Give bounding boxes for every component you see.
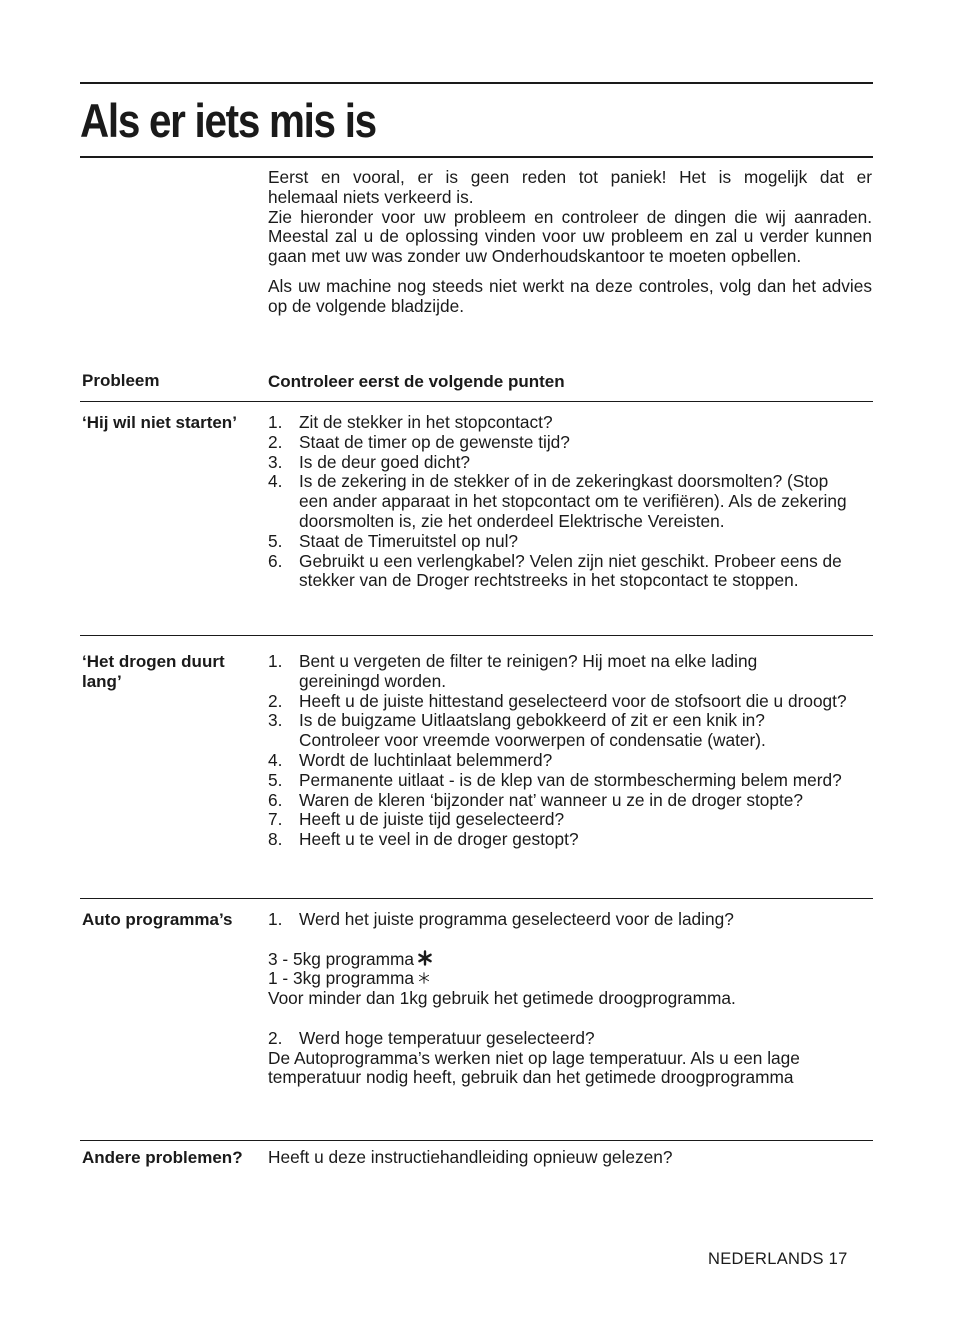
problem-label-drying: ‘Het drogen duurt lang’ [82, 652, 225, 691]
checklist-drying [268, 652, 868, 850]
intro-line-1: Eerst en vooral, er is geen reden tot paniek! Het is mogelijk dat er [268, 167, 872, 187]
checklist-start [268, 413, 868, 591]
header-rule [80, 401, 873, 402]
intro-line-2: helemaal niets verkeerd is. [268, 186, 474, 207]
list-item: 6. Waren de kleren ‘bijzonder nat’ wanneer u ze in de droger stopte? [268, 789, 804, 810]
list-item: 4. Wordt de luchtinlaat belemmerd? [268, 749, 553, 770]
list-item: 1. Zit de stekker in het stopcontact? [268, 412, 553, 432]
list-item: 3. Is de deur goed dicht? [268, 451, 471, 472]
row-rule-1 [80, 635, 873, 636]
list-item: 7. Heeft u de juiste tijd geselecteerd? [268, 809, 565, 830]
problem-label-auto: Auto programma’s [82, 910, 233, 929]
header-check: Controleer eerst de volgende punten [268, 372, 565, 391]
list-item: 6. Gebruikt u een verlengkabel? Velen zijn niet geschikt. Probeer eens de stekker van de Droger rechtstreeks in het stopcontact te stoppen. [268, 550, 842, 591]
list-item: 8. Heeft u te veel in de droger gestopt? [268, 829, 579, 850]
program-3kg: 1 - 3kg programma [268, 969, 872, 989]
auto-programs-content [268, 910, 872, 1088]
intro-paragraph-2: Als uw machine nog steeds niet werkt na deze controles, volg dan het advies op de volgende bladzijde. [268, 275, 872, 316]
list-item: 2. Staat de timer op de gewenste tijd? [268, 431, 570, 452]
list-item: 2. Heeft u de juiste hittestand geselecteerd voor de stofsoort die u droogt? [268, 690, 847, 711]
row-rule-3 [80, 1140, 873, 1141]
program-5kg: 3 - 5kg programma [268, 950, 872, 970]
program-min-note: Voor minder dan 1kg gebruik het getimede droogprogramma. [268, 988, 736, 1009]
list-item: 2. Werd hoge temperatuur geselecteerd? [268, 1027, 595, 1048]
snowflake-bold-icon [417, 950, 433, 966]
list-item: 3. Is de buigzame Uitlaatslang gebokkeerd of zit er een knik in? Controleer voor vreemde voorwerpen of condensatie (water). [268, 710, 766, 751]
intro-paragraph-1: Zie hieronder voor uw probleem en controleer de dingen die wij aanraden. Meestal zal u de oplossing vinden voor uw probleem en zal u verder kunnen gaan met uw was zonder uw Onderhoudskantoor te moeten opbellen. [268, 206, 872, 267]
auto-note-line-2: temperatuur nodig heeft, gebruik dan het getimede droogprogramma [268, 1067, 794, 1088]
intro-text [268, 168, 872, 317]
snowflake-light-icon [417, 971, 431, 985]
title-rule [80, 156, 873, 158]
list-item: 4. Is de zekering in de stekker of in de zekeringkast doorsmolten? (Stop een ander apparaat in het stopcontact om te verifiëren). Als de zekering doorsmolten is, zie het onderdeel Elektrische Vereisten. [268, 471, 847, 531]
problem-label-start: ‘Hij wil niet starten’ [82, 413, 237, 432]
top-rule [80, 82, 873, 84]
page-title: Als er iets mis is [80, 94, 376, 147]
list-item: 1. Werd het juiste programma geselecteerd voor de lading? [268, 909, 734, 929]
other-problems-text: Heeft u deze instructiehandleiding opnieuw gelezen? [268, 1147, 673, 1167]
problem-label-other: Andere problemen? [82, 1148, 243, 1167]
page-footer: NEDERLANDS 17 [708, 1250, 848, 1268]
list-item: 5. Permanente uitlaat - is de klep van de stormbescherming belem merd? [268, 769, 842, 790]
list-item: 1. Bent u vergeten de filter te reinigen? Hij moet na elke lading gereiningd worden. [268, 651, 758, 691]
header-problem: Probleem [82, 371, 160, 390]
row-rule-2 [80, 898, 873, 899]
auto-note-line-1: De Autoprogramma’s werken niet op lage temperatuur. Als u een lage [268, 1047, 800, 1068]
list-item: 5. Staat de Timeruitstel op nul? [268, 530, 519, 551]
